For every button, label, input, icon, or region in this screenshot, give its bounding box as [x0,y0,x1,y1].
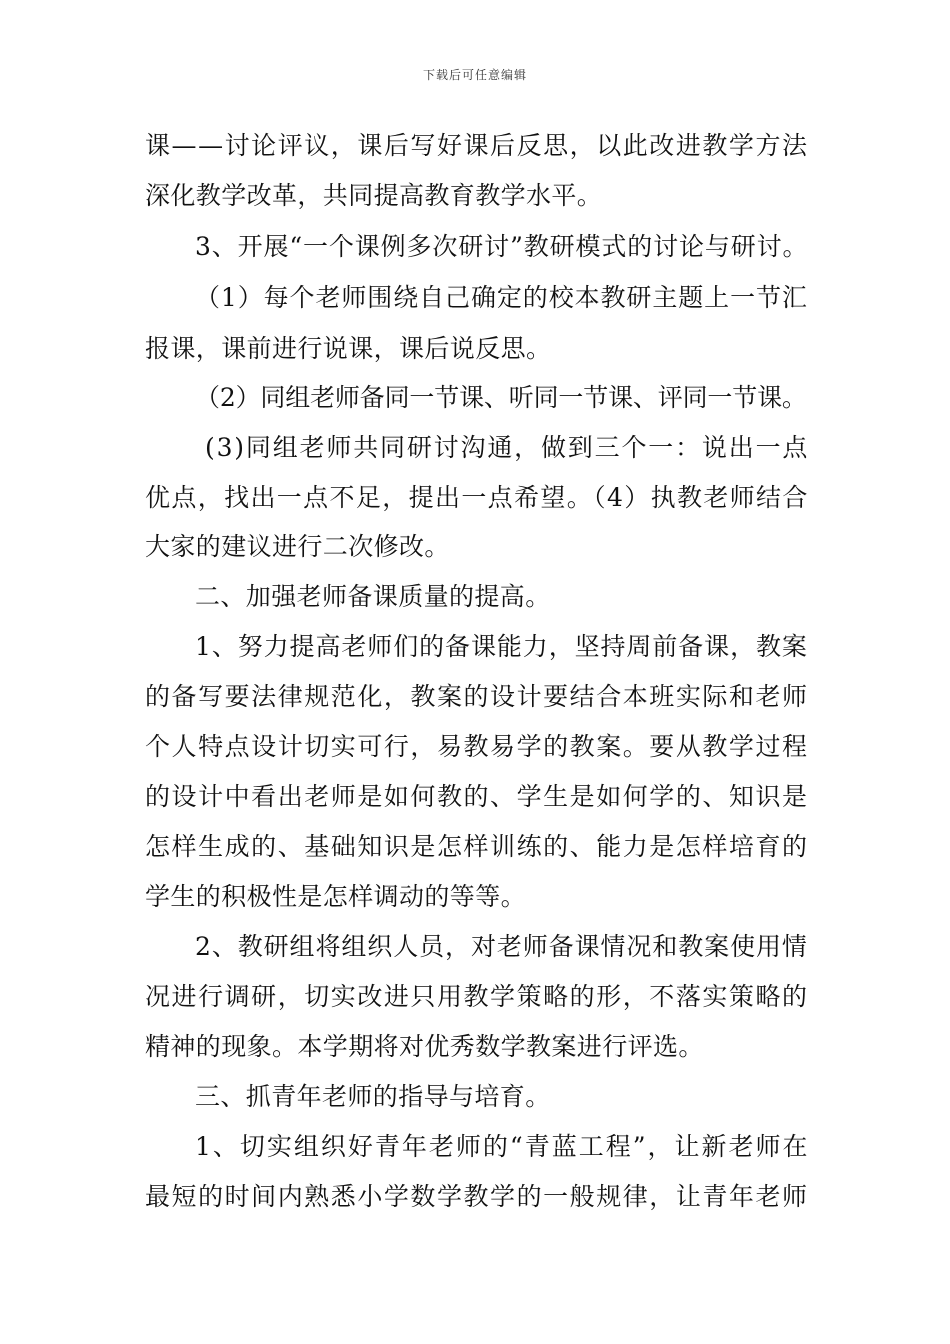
text-line: (3)同组老师共同研讨沟通，做到三个一：说出一点 [205,433,810,462]
text-line: 2、教研组将组织人员，对老师备课情况和教案使用情 [195,932,808,961]
text-line: 的备写要法律规范化，教案的设计要结合本班实际和老师 [145,682,809,711]
text-line: 况进行调研，切实改进只用教学策略的形，不落实策略的 [145,982,809,1011]
text-line: 优点，找出一点不足，提出一点希望。（4）执教老师结合 [145,483,809,512]
section-heading: 三、抓青年老师的指导与培育。 [195,1082,551,1111]
text-line: 1、切实组织好青年老师的“青蓝工程”，让新老师在 [195,1132,810,1161]
text-line: 3、开展“一个课例多次研讨”教研模式的讨论与研讨。 [195,232,809,261]
text-line: 大家的建议进行二次修改。 [145,532,450,561]
text-line: 课——讨论评议，课后写好课后反思，以此改进教学方法 [145,131,809,160]
text-line: 报课，课前进行说课，课后说反思。 [145,334,552,363]
text-line: 深化教学改革，共同提高教育教学水平。 [145,181,603,210]
text-line: 1、努力提高老师们的备课能力，坚持周前备课，教案 [195,632,808,661]
text-line: （2）同组老师备同一节课、听同一节课、评同一节课。 [195,383,807,412]
text-line: 学生的积极性是怎样调动的等等。 [145,882,527,911]
page-header: 下载后可任意编辑 [422,68,527,82]
text-line: 的设计中看出老师是如何教的、学生是如何学的、知识是 [145,782,809,811]
text-line: 怎样生成的、基础知识是怎样训练的、能力是怎样培育的 [145,832,809,861]
text-line: 个人特点设计切实可行，易教易学的教案。要从教学过程 [145,732,809,761]
text-line: 精神的现象。本学期将对优秀数学教案进行评选。 [145,1032,704,1061]
text-line: 最短的时间内熟悉小学数学教学的一般规律，让青年老师 [145,1182,809,1211]
text-line: （1）每个老师围绕自己确定的校本教研主题上一节汇 [195,283,808,312]
section-heading: 二、加强老师备课质量的提高。 [195,582,551,611]
